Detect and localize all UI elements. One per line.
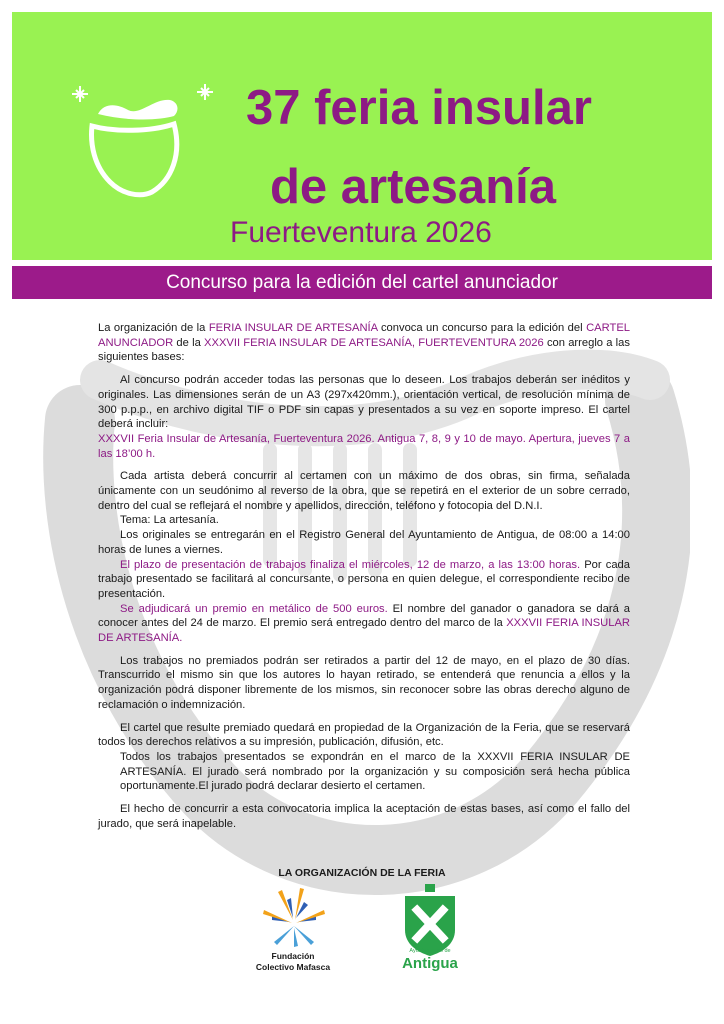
rule-ownership: El cartel que resulte premiado quedará en propiedad de la Organización de la Feria, que se reservará todos los derechos relativos a su impresión, publicación, difusión, etc. xyxy=(98,721,630,749)
subtitle: Fuerteventura 2026 xyxy=(230,216,492,249)
rule-works: Cada artista deberá concurrir al certamen con un máximo de dos obras, sin firma, señalada únicamente con un seudónimo al reverso de la obra, que se repetirá en el exterior de un sobre cerrado, dentro del cual se reflejará el nombre y apellidos, dirección, teléfono y fotocopia del D.N.I. xyxy=(98,470,630,512)
rule-delivery: Los originales se entregarán en el Registro General del Ayuntamiento de Antigua, de 08:00 a 14:00 horas de lunes a viernes. xyxy=(98,529,630,556)
rule-poster-text: XXXVII Feria Insular de Artesanía, Fuerteventura 2026. Antigua 7, 8, 9 y 10 de mayo. Apertura, jueves 7 a las 18’00 h. xyxy=(98,432,630,460)
rule-access: Al concurso podrán acceder todas las personas que lo deseen. Los trabajos deberán ser inéditos y originales. Las dimensiones serán de un A3 (297x420mm.), orientación vertical, de resolución mínima de 300 p.p.p., en archivo digital TIF o PDF sin capas y presentados a su vez en soporte impreso. El cartel deberá incluir: xyxy=(98,374,630,431)
title-line-2: de artesanía xyxy=(270,160,556,214)
intro-paragraph: La organización de la FERIA INSULAR DE ARTESANÍA convoca un concurso para la edición del CARTEL ANUNCIADOR de la XXXVII FERIA INSULAR DE ARTESANÍA, FUERTEVENTURA 2026 con arreglo a las siguientes bases: xyxy=(98,322,630,364)
rule-withdrawal: Los trabajos no premiados podrán ser retirados a partir del 12 de mayo, en el plazo de 30 días. Transcurrido el mismo sin que los autores lo hayan retirado, se entenderá que renuncia a ellos y la organización podrá disponer libremente de los mismos, sin reconocer sobre las obras derecho alguno de reclamación o indemnización. xyxy=(98,654,630,711)
contest-banner: Concurso para la edición del cartel anunciador xyxy=(12,266,712,299)
fundacion-name: Fundación Colectivo Mafasca xyxy=(255,951,331,972)
rule-acceptance: El hecho de concurrir a esta convocatoria implica la aceptación de estas bases, así como el fallo del jurado, que será inapelable. xyxy=(98,803,630,830)
rules-text xyxy=(98,321,630,832)
rule-theme: Tema: La artesanía. xyxy=(120,514,219,527)
rule-prize: Se adjudicará un premio en metálico de 500 euros. El nombre del ganador o ganadora se dará a conocer antes del 24 de marzo. El premio será entregado dentro del marco de la XXXVII FERIA INSULAR DE ARTESANÍA. xyxy=(98,602,630,645)
title-line-1: 37 feria insular xyxy=(246,81,592,135)
antigua-label: Antigua xyxy=(402,955,458,972)
rule-exhibition: Todos los trabajos presentados se expondrán en el marco de la XXXVII FERIA INSULAR DE ARTESANÍA. El jurado será nombrado por la organización y su composición será hecha pública oportunamente.El jurado podrá declarar desierto el certamen. xyxy=(120,750,630,793)
ayuntamiento-label: Ayuntamiento de xyxy=(409,948,451,954)
organization-label: LA ORGANIZACIÓN DE LA FERIA xyxy=(278,867,446,879)
jar-logo-icon xyxy=(70,80,230,210)
rule-deadline: El plazo de presentación de trabajos finaliza el miércoles, 12 de marzo, a las 13:00 horas. Por cada trabajo presentado se facilitará al concursante, o persona en quien delegue, el correspondiente recibo de presentación. xyxy=(98,558,630,600)
